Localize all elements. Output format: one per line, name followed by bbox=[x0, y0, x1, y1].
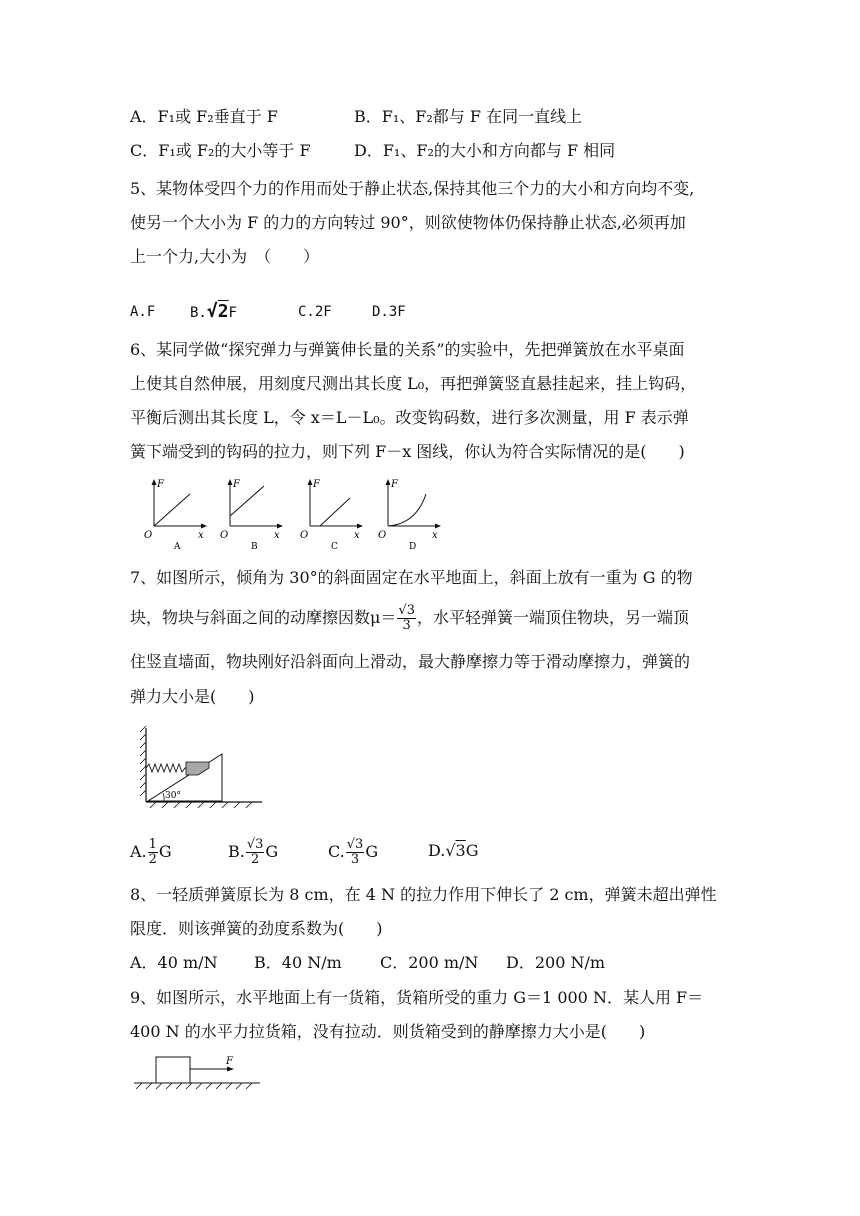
q6-line-1: 6、某同学做“探究弹力与弹簧伸长量的关系”的实验中，先把弹簧放在水平桌面 bbox=[130, 340, 685, 359]
q7-option-d bbox=[428, 840, 479, 862]
q7-option-b-num: √3 bbox=[246, 837, 264, 852]
q6-graph-d-origin: O bbox=[378, 530, 387, 541]
q8-option-b: B．40 N/m bbox=[254, 953, 342, 972]
q6-graph-b-origin: O bbox=[220, 530, 229, 541]
q7-mu-fraction bbox=[397, 604, 416, 633]
q6-line-4: 簧下端受到的钩码的拉力，则下列 F－x 图线，你认为符合实际情况的是( ) bbox=[130, 442, 685, 461]
q5-line-3: 上一个力,大小为 （ ） bbox=[130, 247, 320, 266]
q9-arrow-head-icon bbox=[227, 1067, 234, 1072]
q6-graph-d-label: D bbox=[409, 542, 417, 552]
q6-line-2: 上使其自然伸展，用刻度尺测出其长度 L₀，再把弹簧竖直悬挂起来，挂上钩码， bbox=[130, 374, 697, 393]
q7-angle-arc bbox=[163, 793, 164, 801]
q6-graph-c-origin: O bbox=[300, 530, 309, 541]
q9-line-1: 9、如图所示，水平地面上有一货箱，货箱所受的重力 G＝1 000 N．某人用 F＝ bbox=[130, 988, 704, 1007]
q7-option-b-suffix: G bbox=[265, 842, 279, 861]
q6-line-3: 平衡后测出其长度 L，令 x＝L－L₀。改变钩码数，进行多次测量，用 F 表示弹 bbox=[130, 408, 689, 427]
sqrt-icon: √ bbox=[445, 841, 456, 860]
q5-option-c: C.2F bbox=[298, 304, 332, 320]
q6-graph-a-x-label: x bbox=[198, 530, 204, 541]
q6-graph-a-y-label: F bbox=[157, 479, 164, 490]
q6-graph-c-x-label: x bbox=[354, 530, 360, 541]
q8-line-1: 8、一轻质弹簧原长为 8 cm，在 4 N 的拉力作用下伸长了 2 cm，弹簧未超出弹性 bbox=[130, 885, 717, 904]
q5-line-1: 5、某物体受四个力的作用而处于静止状态,保持其他三个力的大小和方向均不变, bbox=[130, 179, 695, 198]
q5-option-b-radicand: 2 bbox=[217, 301, 229, 322]
q7-line-4: 弹力大小是( ) bbox=[130, 687, 255, 706]
q6-graphs-figure bbox=[140, 476, 450, 554]
q7-option-a bbox=[130, 838, 172, 867]
q6-graph-a bbox=[144, 479, 207, 552]
q5-option-d: D.3F bbox=[372, 304, 406, 320]
q7-option-a-den: 2 bbox=[148, 852, 157, 867]
q6-graph-b-label: B bbox=[251, 542, 258, 552]
q7-option-a-suffix: G bbox=[158, 842, 172, 861]
q6-graph-b-y-label: F bbox=[233, 479, 240, 490]
q7-option-c-den: 3 bbox=[350, 852, 360, 867]
q7-option-b bbox=[228, 838, 278, 867]
q7-line-2 bbox=[130, 604, 689, 633]
q8-option-c: C．200 m/N bbox=[380, 953, 479, 972]
q7-mu-numerator: √3 bbox=[398, 603, 415, 618]
q7-line-2-pre: 块，物块与斜面之间的动摩擦因数μ＝ bbox=[130, 608, 397, 627]
q7-option-c-prefix: C. bbox=[328, 842, 345, 861]
q6-graph-c-label: C bbox=[331, 542, 338, 552]
q9-crate-figure bbox=[130, 1054, 264, 1094]
q9-force-label: F bbox=[226, 1056, 233, 1067]
q7-option-c-suffix: G bbox=[365, 842, 379, 861]
q7-ground bbox=[146, 802, 262, 808]
q9-line-2: 400 N 的水平力拉货箱，没有拉动．则货箱受到的静摩擦力大小是( ) bbox=[130, 1022, 646, 1041]
q7-option-b-fraction bbox=[246, 838, 265, 867]
q7-option-b-den: 2 bbox=[250, 852, 260, 867]
q7-line-3: 住竖直墙面，物块刚好沿斜面向上滑动，最大静摩擦力等于滑动摩擦力，弹簧的 bbox=[130, 652, 691, 671]
q7-option-d-suffix: G bbox=[465, 841, 479, 860]
q7-line-2-post: ，水平轻弹簧一端顶住物块，另一端顶 bbox=[416, 608, 689, 627]
q4-option-d: D．F₁、F₂的大小和方向都与 F 相同 bbox=[354, 141, 616, 160]
q6-graph-b bbox=[220, 479, 283, 552]
q6-graph-d bbox=[378, 479, 441, 552]
q4-option-b: B．F₁、F₂都与 F 在同一直线上 bbox=[354, 107, 583, 126]
q7-incline bbox=[148, 754, 222, 801]
q7-angle-label: 30° bbox=[165, 791, 181, 801]
q7-option-d-radicand: 3 bbox=[455, 841, 466, 860]
q4-option-c: C．F₁或 F₂的大小等于 F bbox=[130, 141, 311, 160]
q9-crate bbox=[156, 1057, 190, 1083]
q6-graph-a-origin: O bbox=[144, 530, 153, 541]
q7-option-c-fraction bbox=[346, 838, 365, 867]
q5-line-2: 使另一个大小为 F 的力的方向转过 90°，则欲使物体仍保持静止状态,必须再加 bbox=[130, 213, 686, 232]
q5-option-b-suffix: F bbox=[228, 305, 237, 321]
q5-option-b bbox=[190, 301, 237, 324]
q7-wall bbox=[140, 726, 146, 802]
q6-graph-d-x-label: x bbox=[432, 530, 438, 541]
sqrt-icon: √ bbox=[206, 301, 218, 322]
q8-line-2: 限度．则该弹簧的劲度系数为( ) bbox=[130, 919, 383, 938]
q8-option-a: A．40 m/N bbox=[130, 953, 218, 972]
q5-option-b-prefix: B. bbox=[190, 305, 207, 321]
q7-option-c bbox=[328, 838, 378, 867]
q7-option-a-num: 1 bbox=[148, 837, 157, 852]
q7-option-b-prefix: B. bbox=[228, 842, 245, 861]
q5-option-a: A.F bbox=[130, 304, 156, 320]
q6-graph-d-y-label: F bbox=[391, 479, 398, 490]
q7-block bbox=[186, 762, 209, 775]
q7-line-1: 7、如图所示，倾角为 30°的斜面固定在水平地面上，斜面上放有一重为 G 的物 bbox=[130, 568, 693, 587]
q6-graph-c-y-label: F bbox=[313, 479, 320, 490]
q8-option-d: D．200 N/m bbox=[506, 953, 606, 972]
q4-option-a: A．F₁或 F₂垂直于 F bbox=[130, 107, 278, 126]
q7-spring bbox=[146, 764, 186, 772]
q7-option-c-num: √3 bbox=[346, 837, 364, 852]
q7-incline-figure bbox=[138, 724, 264, 808]
q7-option-d-prefix: D. bbox=[428, 841, 446, 860]
q7-mu-denominator: 3 bbox=[402, 618, 411, 633]
q6-graph-b-x-label: x bbox=[274, 530, 280, 541]
q7-option-a-prefix: A. bbox=[130, 842, 147, 861]
q9-ground-hatch bbox=[136, 1083, 252, 1089]
q7-option-a-fraction bbox=[148, 838, 158, 867]
q6-graph-c bbox=[300, 479, 363, 552]
q6-graph-a-label: A bbox=[174, 542, 181, 552]
